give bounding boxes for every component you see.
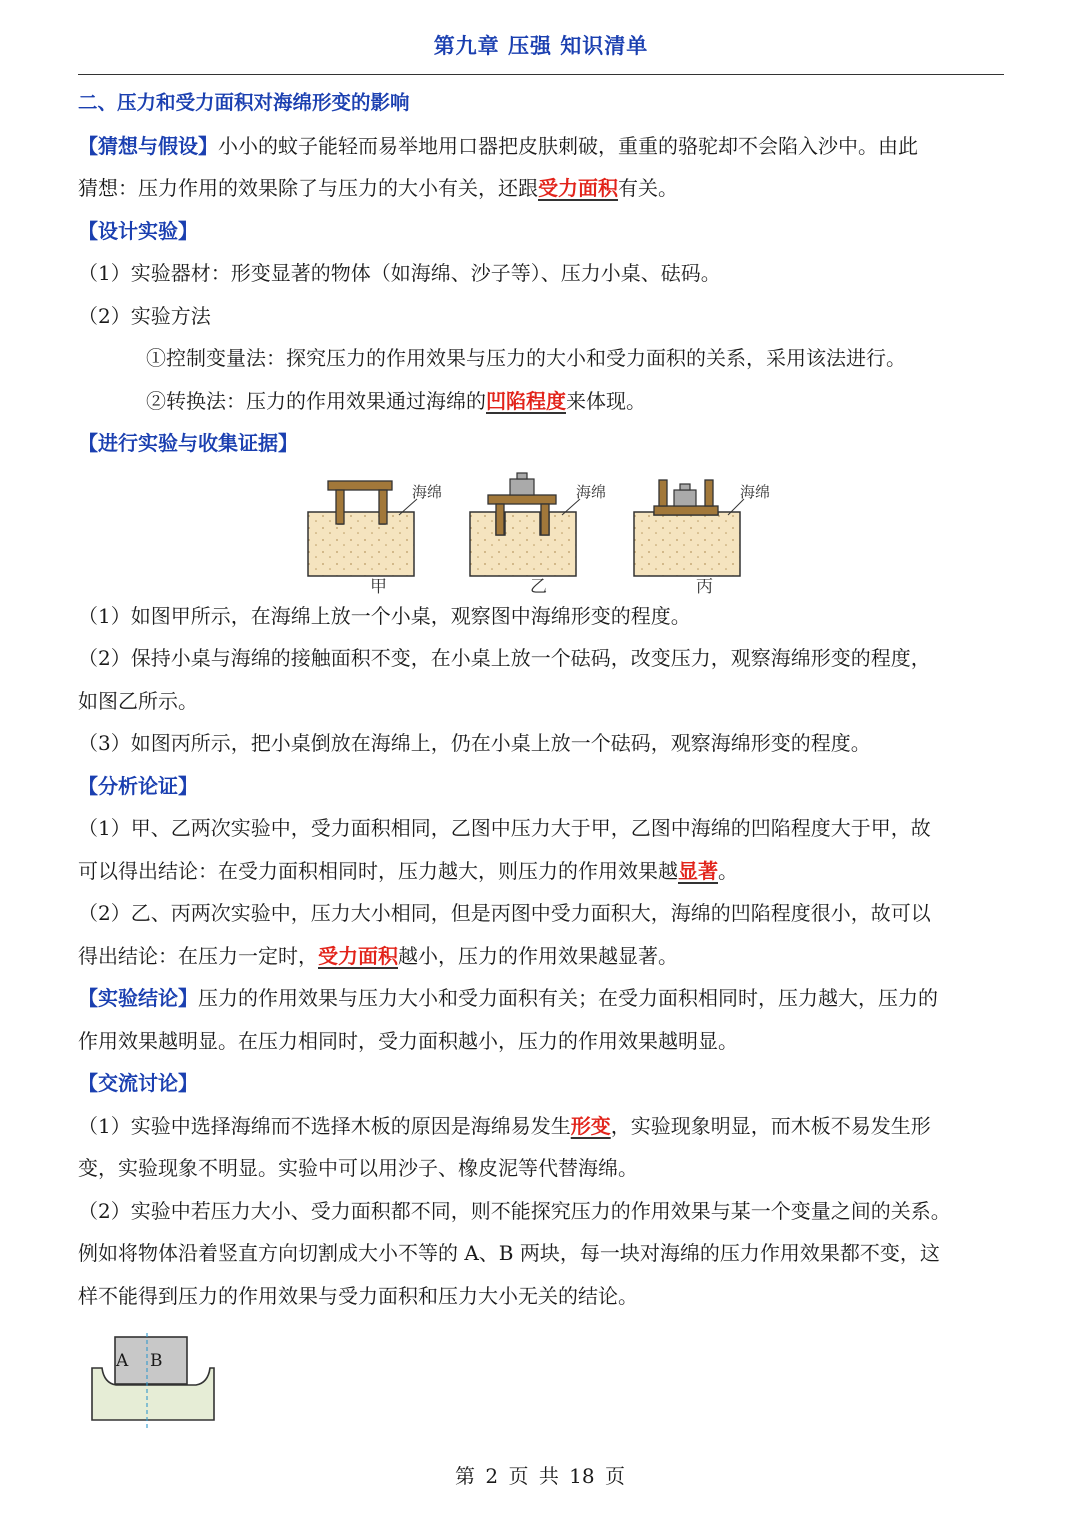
figure-b-table-with-weight [470, 473, 606, 597]
analysis-text: 。 [718, 858, 738, 883]
discussion-tag: 【交流讨论】 [78, 1071, 198, 1095]
conclusion-line2: 作用效果越明显。在压力相同时，受力面积越小，压力的作用效果越明显。 [78, 1028, 738, 1053]
sponge-label: 海绵 [412, 482, 443, 501]
block-b-label: B [150, 1351, 163, 1371]
footer-text: 页 [508, 1464, 529, 1488]
ab-block-on-sponge-figure [90, 1335, 216, 1431]
figure-a-table-on-sponge [308, 481, 442, 597]
page-header [78, 30, 1004, 75]
footer-text: 共 [538, 1464, 559, 1488]
figure-c-inverted-table [634, 480, 770, 597]
hypothesis-text: 猜想：压力作用的效果除了与压力的大小有关，还跟 [78, 176, 538, 200]
discussion-text: ，实验现象明显，而木板不易发生形 [610, 1113, 931, 1138]
experiment-step-2-cont: 如图乙所示。 [78, 688, 198, 713]
design-method-2 [78, 380, 1004, 423]
conclusion-line1 [78, 977, 1004, 1020]
sponge-label: 海绵 [740, 482, 771, 501]
key-term: 受力面积 [318, 943, 398, 968]
design-item-1: （1）实验器材：形变显著的物体（如海绵、沙子等）、压力小桌、砝码。 [78, 261, 721, 285]
key-term: 形变 [570, 1113, 611, 1138]
document-body [78, 82, 1004, 1317]
key-term: 显著 [678, 858, 718, 883]
sponge-experiment-figure [306, 477, 771, 597]
hypothesis-tag: 【猜想与假设】 [78, 133, 218, 158]
analysis-text: 可以得出结论：在受力面积相同时，压力越大，则压力的作用效果越 [78, 858, 678, 883]
analysis-tag: 【分析论证】 [78, 773, 198, 798]
method-text: ②转换法：压力的作用效果通过海绵的 [146, 388, 486, 413]
experiment-tag: 【进行实验与收集证据】 [78, 431, 298, 455]
total-pages: 18 [569, 1464, 595, 1488]
figure-label-a: 甲 [370, 576, 387, 597]
figure-label-b: 乙 [530, 576, 547, 597]
design-tag: 【设计实验】 [78, 218, 198, 243]
conclusion-tag: 【实验结论】 [78, 986, 198, 1010]
figure-label-c: 丙 [696, 576, 713, 597]
hypothesis-text: 有关。 [618, 176, 678, 200]
analysis-p2-line2 [78, 935, 1004, 978]
analysis-p1-line2 [78, 850, 1004, 893]
analysis-text: 得出结论：在压力一定时， [78, 943, 318, 968]
hypothesis-paragraph-line2 [78, 167, 1004, 210]
footer-text: 第 [455, 1464, 475, 1488]
chapter-title: 第九章 压强 知识清单 [433, 34, 649, 58]
sponge-label: 海绵 [576, 482, 607, 501]
key-term: 受力面积 [538, 176, 618, 200]
design-method-1: ①控制变量法：探究压力的作用效果与压力的大小和受力面积的关系，采用该法进行。 [146, 346, 906, 370]
discussion-d2-line1: （2）实验中若压力大小、受力面积都不同，则不能探究压力的作用效果与某一个变量之间的关系。 [78, 1198, 951, 1223]
experiment-step-1: （1）如图甲所示，在海绵上放一个小桌，观察图中海绵形变的程度。 [78, 603, 691, 628]
analysis-p2-line1: （2）乙、丙两次实验中，压力大小相同，但是丙图中受力面积大，海绵的凹陷程度很小，故可以 [78, 901, 931, 925]
page-footer [0, 1460, 1080, 1489]
experiment-step-3: （3）如图丙所示，把小桌倒放在海绵上，仍在小桌上放一个砝码，观察海绵形变的程度。 [78, 731, 871, 755]
discussion-d1-line2: 变，实验现象不明显。实验中可以用沙子、橡皮泥等代替海绵。 [78, 1156, 638, 1180]
method-text: 来体现。 [566, 388, 646, 413]
section-title: 二、压力和受力面积对海绵形变的影响 [78, 91, 410, 114]
block-a-label: A [116, 1351, 129, 1371]
analysis-text: 越小，压力的作用效果越显著。 [398, 943, 678, 968]
key-term: 凹陷程度 [486, 388, 566, 413]
discussion-d2-line2: 例如将物体沿着竖直方向切割成大小不等的 A、B 两块，每一块对海绵的压力作用效果都不变，这 [78, 1241, 940, 1265]
hypothesis-text: 小小的蚊子能轻而易举地用口器把皮肤刺破，重重的骆驼却不会陷入沙中。由此 [218, 133, 918, 158]
page-number: 2 [485, 1464, 499, 1488]
design-item-2: （2）实验方法 [78, 303, 211, 328]
discussion-d2-line3: 样不能得到压力的作用效果与受力面积和压力大小无关的结论。 [78, 1283, 638, 1308]
footer-text: 页 [604, 1464, 625, 1488]
discussion-text: （1）实验中选择海绵而不选择木板的原因是海绵易发生 [78, 1113, 571, 1138]
experiment-step-2: （2）保持小桌与海绵的接触面积不变，在小桌上放一个砝码，改变压力，观察海绵形变的程度， [78, 646, 931, 670]
analysis-p1-line1: （1）甲、乙两次实验中，受力面积相同，乙图中压力大于甲，乙图中海绵的凹陷程度大于甲，故 [78, 816, 931, 840]
discussion-d1-line1 [78, 1105, 1004, 1148]
conclusion-text: 压力的作用效果与压力大小和受力面积有关；在受力面积相同时，压力越大，压力的 [198, 986, 938, 1010]
hypothesis-paragraph-line1 [78, 125, 1004, 168]
